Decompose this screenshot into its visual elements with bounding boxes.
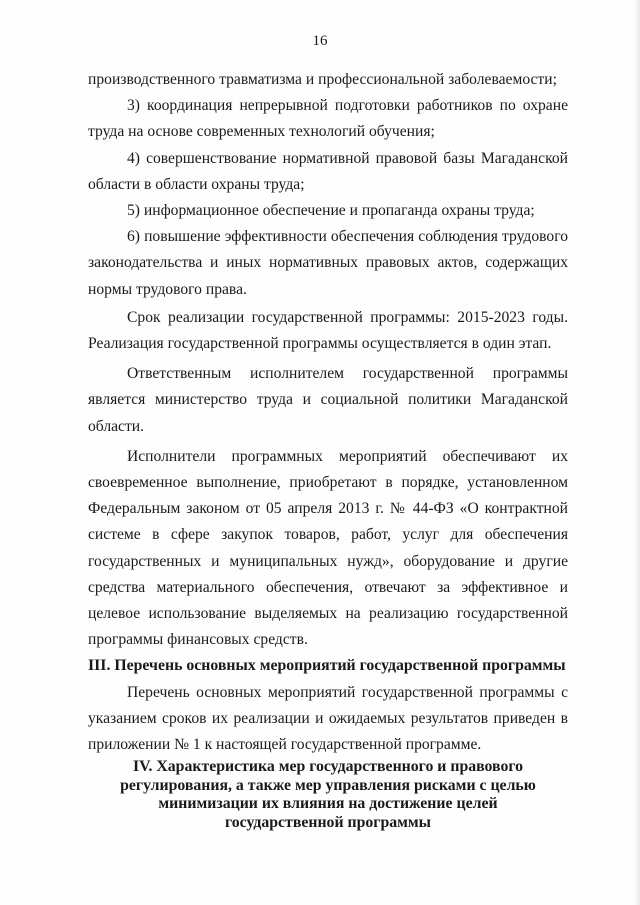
- list-item-5: 5) информационное обеспечение и пропаганда охраны труда;: [127, 202, 535, 220]
- paragraph-executors: Исполнители программных мероприятий обеспечивают их своевременное выполнение, приобретают в порядке, установленном Федеральным законом от 05 апреля 2013 г. № 44-ФЗ «О контрактной системе в сфере закупок товаров, работ, услуг для обеспечения государственных и муниципальных нужд», оборудование и другие средства материального обеспечения, отвечают за эффективное и целевое использование выделяемых на реализацию государственной программы финансовых средств.: [88, 447, 568, 649]
- paragraph-continuation: производственного травматизма и профессиональной заболеваемости;: [88, 71, 557, 88]
- list-item-4: 4) совершенствование нормативной правовой базы Магаданской области в области охраны труда;: [88, 149, 568, 193]
- document-body: [88, 67, 568, 832]
- section-heading-4: IV. Характеристика мер государственного и правового регулирования, а также мер управления рисками с целью минимизации их влияния на достижение целей государственной программы: [120, 758, 536, 831]
- paragraph-activities-list: Перечень основных мероприятий государственной программы с указанием сроков их реализации и ожидаемых результатов приведен в приложении № 1 к настоящей государственной программе.: [88, 683, 568, 754]
- page-number: 16: [312, 33, 328, 49]
- paragraph-responsible-executor: Ответственным исполнителем государственной программы является министерство труда и социальной политики Магаданской области.: [88, 365, 568, 435]
- section-heading-3: III. Перечень основных мероприятий государственной программы: [88, 657, 566, 675]
- list-item-3: 3) координация непрерывной подготовки работников по охране труда на основе современных технологий обучения;: [88, 97, 568, 141]
- scan-edge-shadow: [634, 0, 640, 905]
- list-item-6: 6) повышение эффективности обеспечения соблюдения трудового законодательства и иных нормативных правовых актов, содержащих нормы трудового права.: [88, 228, 568, 298]
- paragraph-program-term: Срок реализации государственной программы: 2015-2023 годы. Реализация государственной программы осуществляется в один этап.: [88, 308, 568, 353]
